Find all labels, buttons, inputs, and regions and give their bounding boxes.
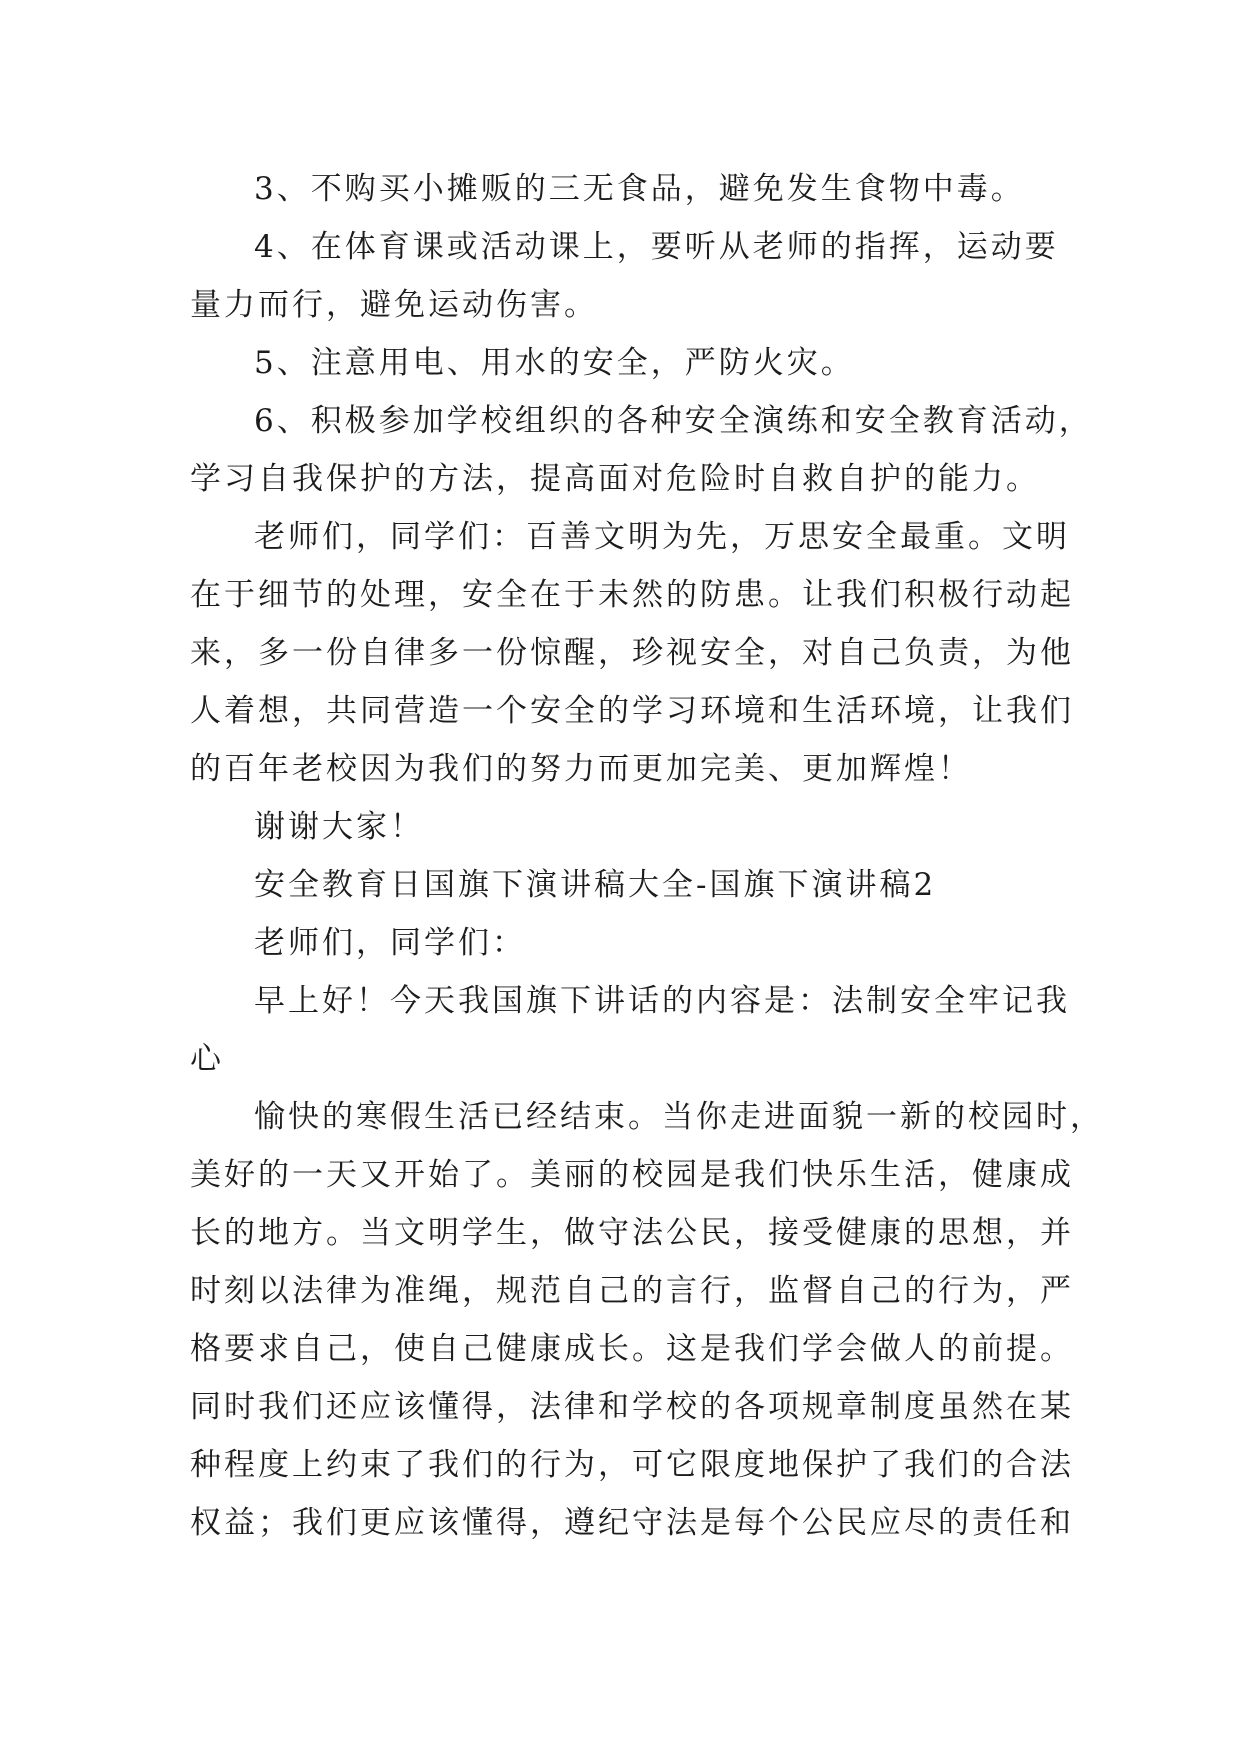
text-line: 同时我们还应该懂得，法律和学校的各项规章制度虽然在某 bbox=[190, 1389, 1074, 1425]
text-line: 老师们，同学们：百善文明为先，万思安全最重。文明 bbox=[254, 519, 1070, 555]
text-line: 谢谢大家！ bbox=[254, 809, 424, 845]
text-line: 格要求自己，使自己健康成长。这是我们学会做人的前提。 bbox=[190, 1331, 1074, 1367]
text-line: 愉快的寒假生活已经结束。当你走进面貌一新的校园时， bbox=[254, 1099, 1104, 1135]
text-line: 学习自我保护的方法，提高面对危险时自救自护的能力。 bbox=[190, 461, 1040, 497]
text-line: 3、不购买小摊贩的三无食品，避免发生食物中毒。 bbox=[254, 171, 1025, 207]
salutation: 老师们，同学们： bbox=[254, 925, 526, 961]
document-body bbox=[190, 160, 1104, 1552]
text-line: 时刻以法律为准绳，规范自己的言行，监督自己的行为，严 bbox=[190, 1273, 1074, 1309]
text-line: 种程度上约束了我们的行为，可它限度地保护了我们的合法 bbox=[190, 1447, 1074, 1483]
text-line: 心 bbox=[190, 1041, 224, 1077]
text-line: 在于细节的处理，安全在于未然的防患。让我们积极行动起 bbox=[190, 577, 1074, 613]
text-line: 的百年老校因为我们的努力而更加完美、更加辉煌！ bbox=[190, 751, 972, 787]
text-line: 来，多一份自律多一份惊醒，珍视安全，对自己负责，为他 bbox=[190, 635, 1074, 671]
text-line: 人着想，共同营造一个安全的学习环境和生活环境，让我们 bbox=[190, 693, 1074, 729]
text-line: 长的地方。当文明学生，做守法公民，接受健康的思想，并 bbox=[190, 1215, 1074, 1251]
text-line: 6、积极参加学校组织的各种安全演练和安全教育活动， bbox=[254, 403, 1093, 439]
text-line: 5、注意用电、用水的安全，严防火灾。 bbox=[254, 345, 855, 381]
section-heading: 安全教育日国旗下演讲稿大全-国旗下演讲稿2 bbox=[254, 867, 937, 903]
text-line: 早上好！今天我国旗下讲话的内容是：法制安全牢记我 bbox=[254, 983, 1070, 1019]
text-line: 权益；我们更应该懂得，遵纪守法是每个公民应尽的责任和 bbox=[190, 1505, 1074, 1541]
text-line: 美好的一天又开始了。美丽的校园是我们快乐生活，健康成 bbox=[190, 1157, 1074, 1193]
text-line: 4、在体育课或活动课上，要听从老师的指挥，运动要 bbox=[254, 229, 1059, 265]
text-line: 量力而行，避免运动伤害。 bbox=[190, 287, 598, 323]
